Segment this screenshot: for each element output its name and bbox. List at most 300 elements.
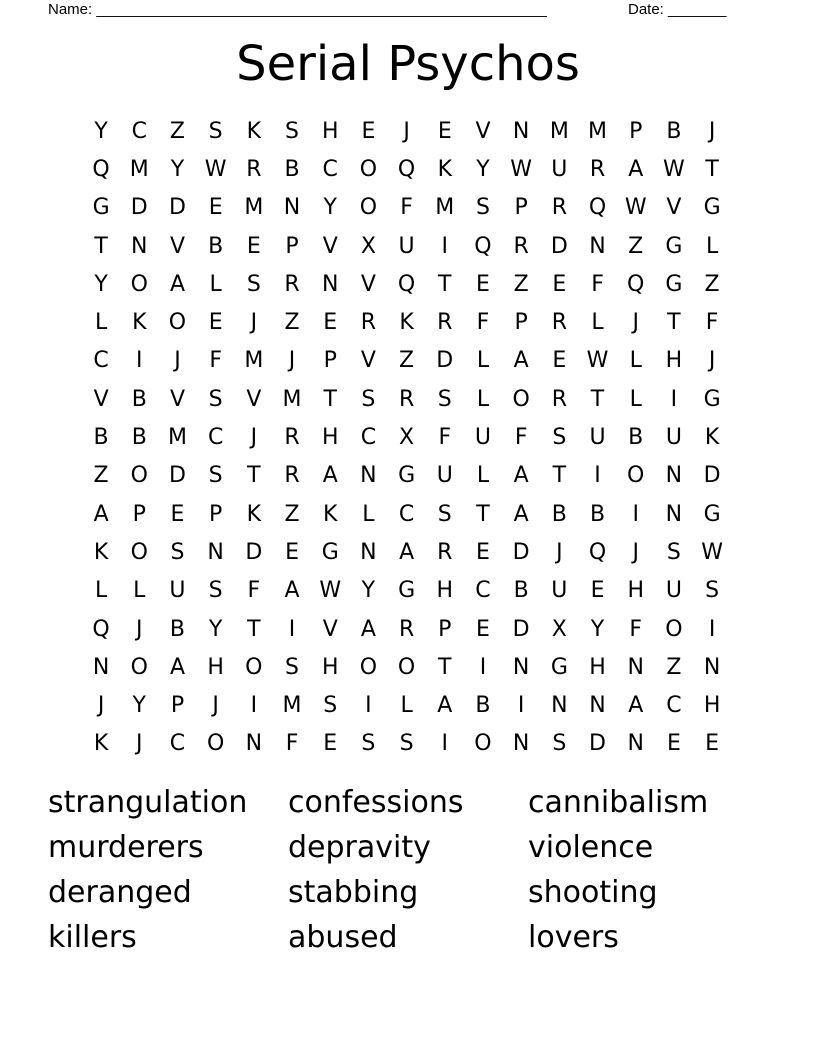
grid-letter: V [475, 118, 491, 144]
grid-letter: Q [397, 271, 416, 297]
grid-letter: A [169, 654, 185, 680]
grid-letter: P [514, 195, 528, 221]
grid-letter: E [476, 271, 490, 297]
word-list-item: lovers [528, 920, 619, 955]
grid-letter: R [398, 616, 415, 642]
grid-letter: F [438, 425, 452, 451]
grid-letter: F [247, 578, 261, 604]
grid-letter: A [513, 501, 529, 527]
grid-letter: I [517, 693, 525, 719]
grid-letter: U [665, 425, 682, 451]
grid-letter: J [632, 310, 639, 336]
grid-letter: Z [628, 233, 644, 259]
grid-letter: V [169, 233, 185, 259]
grid-letter: G [321, 539, 339, 565]
grid-letter: D [168, 195, 186, 221]
grid-letter: S [208, 463, 223, 489]
grid-letter: S [170, 539, 185, 565]
grid-letter: C [93, 348, 109, 374]
grid-letter: Q [397, 156, 416, 182]
grid-letter: B [666, 118, 682, 144]
grid-letter: Y [170, 156, 185, 182]
grid-letter: S [208, 578, 223, 604]
grid-letter: J [136, 616, 143, 642]
grid-letter: Y [132, 693, 146, 719]
grid-letter: S [208, 118, 223, 144]
grid-letter: E [476, 539, 490, 565]
grid-letter: E [170, 501, 185, 527]
grid-letter: A [628, 693, 644, 719]
grid-letter: E [552, 348, 567, 374]
grid-letter: X [360, 233, 376, 259]
grid-letter: J [632, 539, 639, 565]
grid-letter: K [437, 156, 452, 182]
grid-letter: R [551, 195, 567, 221]
grid-letter: V [169, 386, 185, 412]
grid-row [82, 648, 732, 686]
grid-letter: P [629, 118, 643, 144]
grid-letter: H [321, 654, 339, 680]
grid-letter: H [665, 348, 683, 374]
grid-letter: M [167, 425, 187, 451]
grid-letter: K [93, 731, 109, 757]
grid-letter: C [322, 156, 338, 182]
grid-letter: Z [284, 501, 300, 527]
grid-letter: M [129, 156, 149, 182]
grid-letter: N [665, 463, 683, 489]
grid-letter: T [247, 616, 261, 642]
grid-letter: P [285, 233, 299, 259]
grid-letter: Y [323, 195, 337, 221]
grid-letter: Q [474, 233, 492, 259]
grid-letter: Y [476, 156, 490, 182]
grid-letter: F [209, 348, 222, 374]
grid-letter: F [514, 425, 528, 451]
grid-letter: L [476, 386, 490, 412]
grid-letter: I [441, 233, 449, 259]
grid-letter: S [666, 539, 681, 565]
name-field-label: Name: ______________________________________________________ [48, 1, 547, 18]
grid-letter: N [627, 654, 644, 680]
grid-letter: P [323, 348, 337, 374]
grid-letter: D [512, 616, 530, 642]
grid-letter: D [168, 463, 186, 489]
grid-letter: G [703, 386, 721, 412]
grid-letter: N [245, 731, 263, 757]
grid-letter: V [360, 348, 376, 374]
grid-letter: E [705, 731, 720, 757]
grid-letter: J [136, 731, 143, 757]
grid-letter: N [551, 693, 568, 719]
grid-letter: G [398, 463, 416, 489]
grid-row [82, 112, 732, 150]
grid-letter: A [93, 501, 109, 527]
grid-letter: B [208, 233, 224, 259]
grid-letter: L [400, 693, 413, 719]
letter-grid [82, 112, 732, 763]
grid-letter: V [360, 271, 376, 297]
grid-letter: S [208, 386, 223, 412]
grid-letter: K [399, 310, 414, 336]
grid-letter: V [322, 616, 338, 642]
grid-letter: U [436, 463, 453, 489]
grid-letter: V [666, 195, 682, 221]
grid-letter: S [361, 386, 376, 412]
grid-letter: H [589, 654, 606, 680]
grid-letter: M [244, 348, 264, 374]
grid-letter: Z [666, 654, 682, 680]
grid-letter: S [323, 693, 338, 719]
grid-letter: O [359, 195, 378, 221]
grid-letter: O [665, 616, 683, 642]
grid-letter: E [552, 271, 567, 297]
word-list-item: stabbing [288, 875, 419, 910]
grid-letter: W [624, 195, 647, 221]
grid-letter: Z [93, 463, 109, 489]
grid-letter: J [288, 348, 296, 374]
grid-letter: S [285, 654, 300, 680]
grid-letter: V [322, 233, 338, 259]
grid-letter: E [323, 731, 338, 757]
grid-letter: R [437, 539, 453, 565]
grid-letter: O [359, 156, 378, 182]
grid-letter: N [92, 654, 110, 680]
grid-letter: J [174, 348, 181, 374]
grid-letter: P [438, 616, 452, 642]
word-list-item: confessions [288, 785, 464, 820]
grid-letter: J [708, 348, 716, 374]
grid-letter: S [705, 578, 720, 604]
grid-letter: A [437, 693, 453, 719]
grid-letter: P [132, 501, 146, 527]
word-list-item: shooting [528, 875, 658, 910]
grid-letter: J [403, 118, 410, 144]
grid-letter: U [551, 156, 568, 182]
grid-letter: N [665, 501, 683, 527]
grid-letter: Z [513, 271, 529, 297]
grid-letter: A [513, 348, 529, 374]
grid-letter: B [551, 501, 567, 527]
grid-letter: C [475, 578, 491, 604]
grid-letter: X [551, 616, 567, 642]
grid-letter: O [359, 654, 378, 680]
grid-letter: W [319, 578, 342, 604]
grid-letter: R [246, 156, 262, 182]
page-title: Serial Psychos [236, 36, 580, 92]
grid-letter: W [510, 156, 533, 182]
word-list-item: killers [48, 920, 137, 955]
grid-letter: E [208, 310, 223, 336]
grid-row [82, 686, 732, 724]
word-list-item: murderers [48, 830, 204, 865]
grid-letter: L [476, 463, 490, 489]
grid-letter: R [398, 386, 415, 412]
grid-letter: R [360, 310, 377, 336]
grid-letter: A [284, 578, 300, 604]
grid-letter: A [399, 539, 415, 565]
grid-letter: V [246, 386, 262, 412]
grid-letter: F [591, 271, 604, 297]
grid-letter: L [591, 310, 604, 336]
grid-letter: I [365, 693, 372, 719]
grid-letter: T [323, 386, 337, 412]
grid-letter: E [246, 233, 261, 259]
grid-row [82, 572, 732, 610]
grid-letter: A [513, 463, 529, 489]
grid-letter: O [512, 386, 530, 412]
grid-letter: Q [588, 539, 607, 565]
grid-row [82, 457, 732, 495]
grid-letter: S [246, 271, 261, 297]
grid-letter: R [284, 425, 300, 451]
grid-letter: P [514, 310, 528, 336]
grid-letter: T [247, 463, 261, 489]
grid-letter: M [282, 693, 302, 719]
grid-letter: C [666, 693, 682, 719]
word-list-item: abused [288, 920, 398, 955]
grid-letter: S [361, 731, 376, 757]
grid-letter: N [512, 731, 530, 757]
grid-letter: B [513, 578, 529, 604]
word-list-item: strangulation [48, 785, 248, 820]
grid-letter: R [437, 310, 453, 336]
grid-letter: N [589, 233, 606, 259]
grid-letter: L [629, 386, 642, 412]
grid-row [82, 418, 732, 456]
word-list-item: deranged [48, 875, 192, 910]
grid-letter: C [398, 501, 415, 527]
word-list-item: cannibalism [528, 785, 709, 820]
grid-letter: J [556, 539, 563, 565]
grid-letter: L [209, 271, 222, 297]
grid-letter: B [169, 616, 186, 642]
grid-letter: M [244, 195, 264, 221]
grid-letter: R [284, 463, 300, 489]
grid-letter: Q [588, 195, 607, 221]
grid-letter: G [550, 654, 568, 680]
grid-letter: U [665, 578, 682, 604]
grid-letter: B [628, 425, 644, 451]
grid-letter: S [399, 731, 414, 757]
grid-letter: U [589, 425, 606, 451]
grid-letter: M [549, 118, 569, 144]
grid-row [82, 725, 732, 763]
grid-letter: K [93, 539, 109, 565]
grid-letter: H [321, 118, 339, 144]
grid-letter: N [512, 654, 530, 680]
grid-letter: T [667, 310, 681, 336]
grid-letter: J [250, 310, 258, 336]
grid-letter: D [550, 233, 568, 259]
grid-letter: L [705, 233, 719, 259]
grid-letter: I [632, 501, 639, 527]
grid-letter: U [398, 233, 415, 259]
grid-row [82, 265, 732, 303]
grid-letter: W [204, 156, 227, 182]
grid-letter: R [513, 233, 529, 259]
grid-letter: H [321, 425, 339, 451]
grid-row [82, 227, 732, 265]
grid-letter: A [322, 463, 338, 489]
grid-row [82, 610, 732, 648]
grid-letter: T [94, 233, 108, 259]
grid-letter: H [627, 578, 644, 604]
grid-letter: K [246, 501, 262, 527]
grid-letter: A [169, 271, 185, 297]
grid-letter: O [130, 271, 148, 297]
grid-letter: G [703, 195, 721, 221]
grid-letter: J [708, 118, 716, 144]
grid-letter: Y [590, 616, 605, 642]
grid-letter: E [361, 118, 376, 144]
grid-letter: E [208, 195, 223, 221]
grid-letter: G [703, 501, 721, 527]
grid-letter: M [282, 386, 302, 412]
grid-letter: I [441, 731, 449, 757]
grid-letter: C [360, 425, 377, 451]
grid-letter: L [476, 348, 490, 374]
grid-letter: Q [92, 156, 110, 182]
word-list-item: depravity [288, 830, 431, 865]
grid-letter: G [92, 195, 110, 221]
grid-letter: R [551, 386, 567, 412]
grid-row [82, 150, 732, 188]
grid-letter: D [512, 539, 530, 565]
grid-letter: S [285, 118, 300, 144]
grid-letter: M [588, 118, 608, 144]
grid-letter: B [93, 425, 109, 451]
grid-letter: N [283, 195, 301, 221]
grid-letter: W [586, 348, 609, 374]
grid-letter: J [250, 425, 258, 451]
grid-letter: O [474, 731, 492, 757]
grid-letter: R [551, 310, 567, 336]
grid-letter: O [130, 539, 148, 565]
word-list [48, 780, 768, 960]
grid-letter: G [665, 233, 683, 259]
grid-letter: O [130, 463, 148, 489]
grid-letter: U [474, 425, 492, 451]
grid-letter: E [590, 578, 605, 604]
grid-letter: S [552, 425, 567, 451]
grid-letter: E [323, 310, 338, 336]
grid-letter: F [476, 310, 490, 336]
grid-letter: B [131, 425, 147, 451]
header [48, 0, 748, 20]
grid-letter: P [209, 501, 223, 527]
grid-letter: I [136, 348, 143, 374]
grid-letter: L [94, 310, 108, 336]
grid-letter: O [245, 654, 263, 680]
grid-letter: G [398, 578, 416, 604]
grid-letter: Q [92, 616, 110, 642]
grid-letter: B [475, 693, 491, 719]
grid-letter: H [703, 693, 721, 719]
grid-row [82, 495, 732, 533]
grid-letter: T [590, 386, 605, 412]
word-list-item: violence [528, 830, 654, 865]
grid-letter: O [206, 731, 225, 757]
grid-letter: N [589, 693, 606, 719]
grid-letter: Z [169, 118, 185, 144]
grid-letter: L [133, 578, 146, 604]
grid-letter: S [475, 195, 490, 221]
grid-letter: H [436, 578, 454, 604]
grid-letter: N [321, 271, 339, 297]
grid-letter: I [250, 693, 258, 719]
grid-letter: D [703, 463, 721, 489]
grid-letter: L [94, 578, 108, 604]
grid-letter: T [438, 271, 452, 297]
grid-letter: N [131, 233, 148, 259]
grid-letter: N [360, 463, 377, 489]
grid-letter: T [476, 501, 490, 527]
grid-letter: A [628, 156, 644, 182]
grid-letter: M [435, 195, 455, 221]
grid-letter: D [589, 731, 606, 757]
grid-letter: J [212, 693, 219, 719]
grid-letter: W [663, 156, 685, 182]
grid-letter: Z [399, 348, 415, 374]
grid-letter: O [168, 310, 187, 336]
grid-row [82, 533, 732, 571]
grid-letter: R [589, 156, 606, 182]
grid-letter: K [132, 310, 147, 336]
grid-letter: J [97, 693, 105, 719]
grid-letter: O [130, 654, 148, 680]
grid-letter: D [245, 539, 263, 565]
grid-row [82, 189, 732, 227]
grid-letter: N [360, 539, 377, 565]
grid-letter: Y [94, 118, 108, 144]
grid-letter: P [170, 693, 185, 719]
grid-letter: F [629, 616, 643, 642]
grid-letter: N [703, 654, 721, 680]
grid-letter: Y [208, 616, 223, 642]
grid-letter: I [479, 654, 487, 680]
grid-letter: E [476, 616, 490, 642]
grid-letter: O [397, 654, 416, 680]
grid-letter: N [627, 731, 644, 757]
grid-letter: U [169, 578, 186, 604]
grid-letter: D [436, 348, 454, 374]
grid-letter: E [285, 539, 299, 565]
grid-letter: Y [94, 271, 108, 297]
grid-letter: S [552, 731, 567, 757]
grid-letter: K [704, 425, 720, 451]
grid-row [82, 380, 732, 418]
grid-row [82, 342, 732, 380]
grid-letter: G [665, 271, 683, 297]
grid-letter: L [362, 501, 375, 527]
grid-letter: B [284, 156, 300, 182]
grid-letter: B [131, 386, 147, 412]
grid-letter: H [207, 654, 224, 680]
grid-letter: U [551, 578, 568, 604]
grid-letter: S [437, 501, 452, 527]
grid-letter: W [701, 539, 723, 565]
grid-row [82, 303, 732, 341]
grid-letter: T [552, 463, 567, 489]
grid-letter: O [627, 463, 645, 489]
grid-letter: V [93, 386, 109, 412]
grid-letter: Q [627, 271, 645, 297]
grid-letter: F [285, 731, 299, 757]
grid-letter: T [438, 654, 452, 680]
grid-letter: D [130, 195, 148, 221]
grid-letter: E [666, 731, 681, 757]
grid-letter: X [399, 425, 415, 451]
